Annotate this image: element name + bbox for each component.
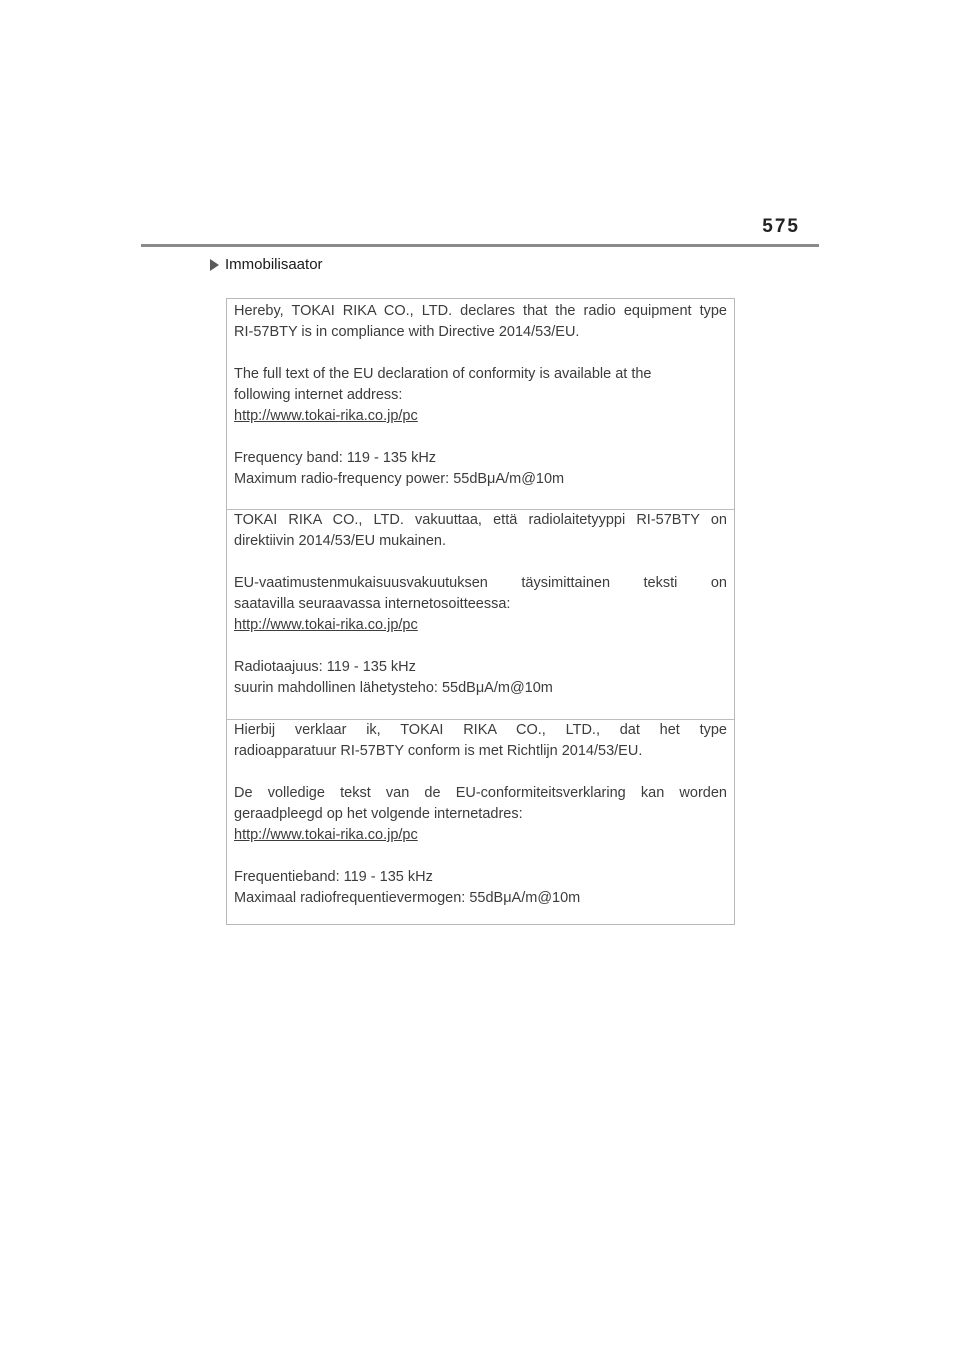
declaration-text-line: following internet address: xyxy=(234,387,403,403)
declaration-url-link[interactable]: http://www.tokai-rika.co.jp/pc xyxy=(234,408,418,424)
max-power-text: Maximaal radiofrequentievermogen: 55dBμA/m@10m xyxy=(234,890,581,906)
triangle-bullet-icon xyxy=(210,259,219,271)
frequency-band-text: Frequency band: 119 - 135 kHz xyxy=(234,450,437,466)
section-heading xyxy=(210,256,323,273)
page-number: 575 xyxy=(762,216,800,237)
max-power-text: suurin mahdollinen lähetysteho: 55dBμA/m@10m xyxy=(234,680,553,696)
declaration-text-line: radioapparatuur RI-57BTY conform is met Richtlijn 2014/53/EU. xyxy=(234,743,643,759)
frequency-band-text: Frequentieband: 119 - 135 kHz xyxy=(234,869,433,885)
frequency-band-text: Radiotaajuus: 119 - 135 kHz xyxy=(234,659,416,675)
declaration-url-link[interactable]: http://www.tokai-rika.co.jp/pc xyxy=(234,617,418,633)
declaration-text-line: EU-vaatimustenmukaisuusvakuutuksen täysimittainen teksti on xyxy=(234,575,727,591)
declaration-finnish xyxy=(227,509,734,719)
declaration-url-link[interactable]: http://www.tokai-rika.co.jp/pc xyxy=(234,827,418,843)
section-heading-text: Immobilisaator xyxy=(225,256,323,273)
declaration-text-line: TOKAI RIKA CO., LTD. vakuuttaa, että radiolaitetyyppi RI-57BTY on xyxy=(234,512,727,528)
declaration-dutch xyxy=(227,719,734,924)
declaration-text-line: RI-57BTY is in compliance with Directive 2014/53/EU. xyxy=(234,324,580,340)
declaration-text-line: Hereby, TOKAI RIKA CO., LTD. declares that the radio equipment type xyxy=(234,303,727,319)
declaration-text-line: direktiivin 2014/53/EU mukainen. xyxy=(234,533,446,549)
declaration-text-line: geraadpleegd op het volgende internetadres: xyxy=(234,806,523,822)
declaration-text-line: The full text of the EU declaration of conformity is available at the xyxy=(234,366,652,382)
declaration-text-line: Hierbij verklaar ik, TOKAI RIKA CO., LTD., dat het type xyxy=(234,722,727,738)
header-rule xyxy=(141,244,819,247)
max-power-text: Maximum radio-frequency power: 55dBμA/m@10m xyxy=(234,471,565,487)
declaration-box xyxy=(226,298,735,925)
declaration-text-line: De volledige tekst van de EU-conformiteitsverklaring kan worden xyxy=(234,785,727,801)
declaration-text-line: saatavilla seuraavassa internetosoitteessa: xyxy=(234,596,511,612)
declaration-english xyxy=(227,301,734,509)
